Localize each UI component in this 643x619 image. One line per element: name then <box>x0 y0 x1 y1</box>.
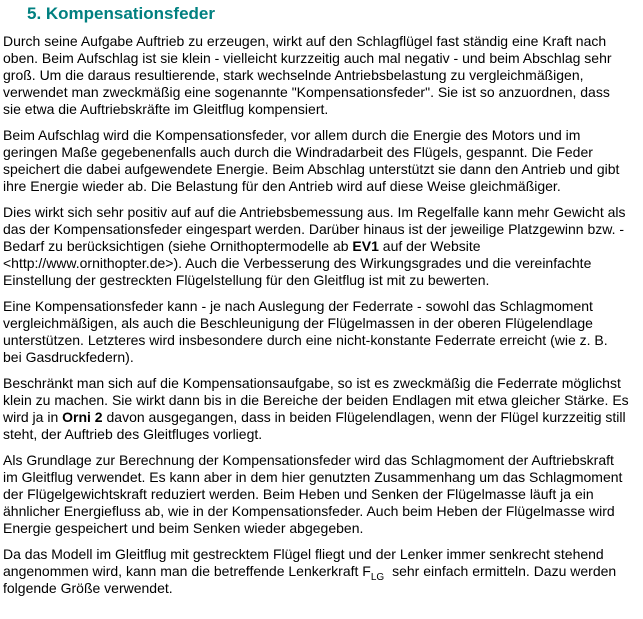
paragraph-lift-force: Durch seine Aufgabe Auftrieb zu erzeugen, wirkt auf den Schlagflügel fast ständig eine Kraft nach oben. Beim Aufschlag ist sie klein - vielleicht kurzzeitig auch mal negativ - und beim Abschlag sehr groß. Um die daraus resultierende, stark wechselnde Antriebsbelastung zu vergleichmäßigen, verwendet man zweckmäßig eine sogenannte "Kompensationsfeder". Sie ist so anzuordnen, dass sie etwa die Auftriebskräfte im Gleitflug kompensiert. <box>3 33 612 117</box>
paragraph-lever-force <box>3 546 629 597</box>
model-name-orni-2: Orni 2 <box>62 409 103 425</box>
page-title: 5. Kompensationsfeder <box>27 4 215 23</box>
paragraph-compensation-task-text-end: davon ausgegangen, dass in beiden Flügelendlagen, wenn der Flügel kurzzeitig still steht, der Auftrieb des Gleitfluges vorliegt. <box>3 409 626 442</box>
paragraph-lever-force-text-start: Da das Modell im Gleitflug mit gestrecktem Flügel fliegt und der Lenker immer senkrecht stehend angenommen wird, kann man die betreffende Lenkerkraft F <box>3 546 604 579</box>
force-subscript-lg: LG <box>370 571 385 583</box>
paragraph-spring-energy: Beim Aufschlag wird die Kompensationsfeder, vor allem durch die Energie des Motors und im geringen Maße gegebenenfalls auch durch die Windradarbeit des Flügels, gespannt. Die Feder speichert die dabei aufgewendete Energie. Beim Abschlag unterstützt sie dann den Antrieb und gibt ihre Energie wieder ab. Die Belastung für den Antrieb wird auf diese Weise gleichmäßiger. <box>3 127 620 194</box>
paragraph-drive-sizing-text-end: auf der Website <http://www.ornithopter.de>). Auch die Verbesserung des Wirkungsgrades und die vereinfachte Einstellung der gestreckten Flügelstellung für den Gleitflug ist mit zu bewerten. <box>3 238 592 288</box>
model-name-ev1: EV1 <box>352 238 379 254</box>
paragraph-compensation-task <box>3 375 629 443</box>
paragraph-lever-force-text-end: sehr einfach ermitteln. Dazu werden folgende Größe verwendet. <box>3 563 617 596</box>
paragraph-drive-sizing <box>3 204 629 289</box>
paragraph-calculation-basis: Als Grundlage zur Berechnung der Kompensationsfeder wird das Schlagmoment der Auftriebskraft im Gleitflug verwendet. Es kann aber in dem hier genutzten Zusammenhang um das Schlagmoment der Flügelgewichtskraft reduziert werden. Beim Heben und Senken der Flügelmasse läuft ja ein ähnlicher Energiefluss ab, wie in der Kompensationsfeder. Auch beim Heben der Flügelmasse wird Energie gespeichert und beim Senken wieder abgegeben. <box>3 452 623 536</box>
paragraph-compensation-task-text-start: Beschränkt man sich auf die Kompensationsaufgabe, so ist es zweckmäßig die Federrate möglichst klein zu machen. Sie wirkt dann bis in die Bereiche der beiden Endlagen mit etwa gleicher Stärke. Es wird ja in <box>3 375 629 425</box>
article-content <box>3 4 629 597</box>
paragraph-spring-rate: Eine Kompensationsfeder kann - je nach Auslegung der Federrate - sowohl das Schlagmoment vergleichmäßigen, als auch die Beschleunigung der Flügelmassen in der oberen Flügelendlage unterstützen. Letzteres wird insbesondere durch eine nicht-konstante Federrate erreicht (wie z. B. bei Gasdruckfedern). <box>3 298 608 365</box>
paragraph-drive-sizing-text-start: Dies wirkt sich sehr positiv auf auf die Antriebsbemessung aus. Im Regelfalle kann mehr Gewicht als das der Kompensationsfeder eingespart werden. Darüber hinaus ist der jeweilige Platzgewinn bzw. -Bedarf zu berücksichtigen (siehe Ornithoptermodelle ab <box>3 204 626 254</box>
